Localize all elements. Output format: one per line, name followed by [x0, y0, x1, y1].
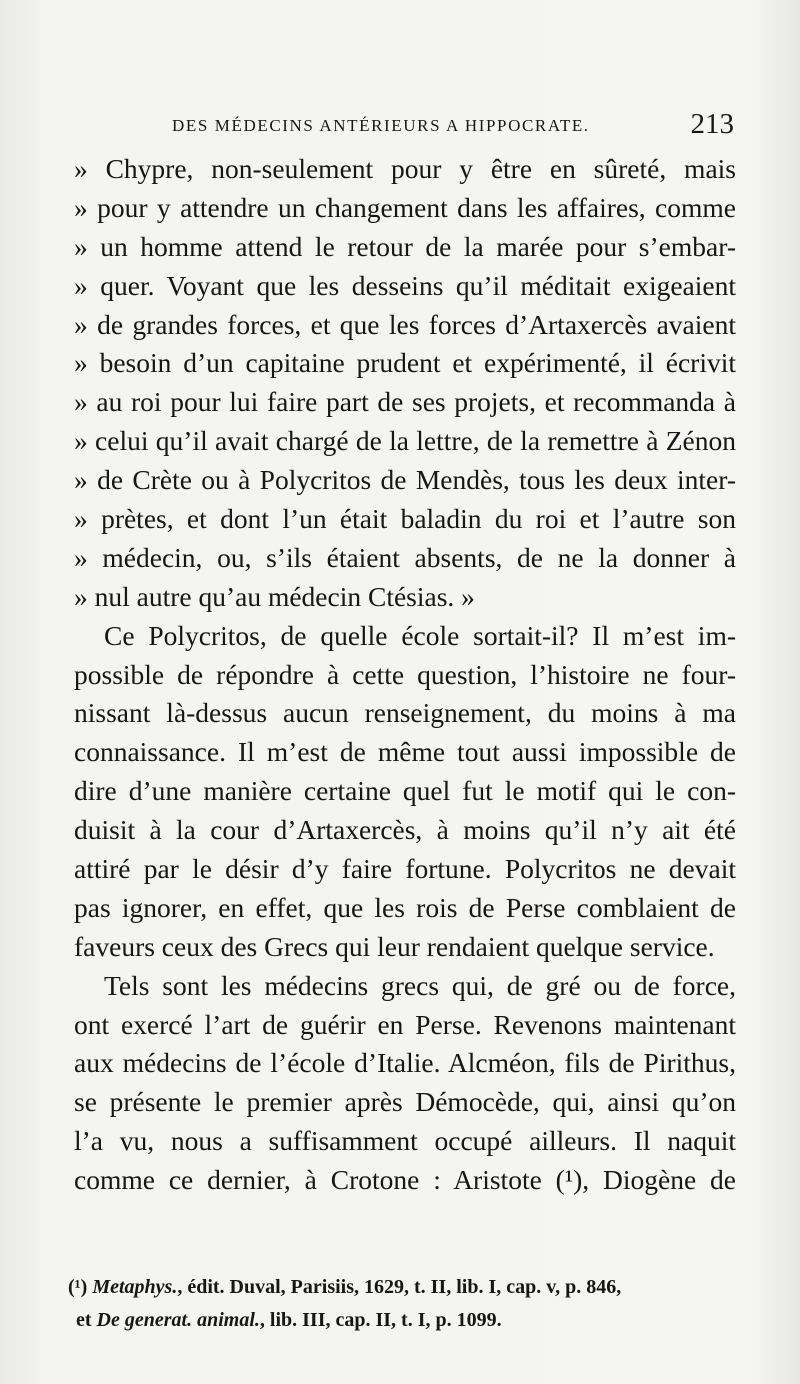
text-line: se présente le premier après Démocède, qui, ainsi qu’on [74, 1086, 736, 1118]
footnote-text: , lib. III, cap. II, t. I, p. 1099. [259, 1309, 502, 1331]
running-head [130, 108, 740, 148]
text-line: connaissance. Il m’est de même tout aussi impossible de [74, 736, 736, 768]
footnotes [68, 1271, 738, 1337]
text-line: » de grandes forces, et que les forces d’Artaxercès avaient [74, 308, 736, 340]
footnote-text: , édit. Duval, Parisiis, 1629, t. II, lib. I, cap. v, p. 846, [177, 1276, 622, 1298]
text-line: possible de répondre à cette question, l’histoire ne four- [74, 658, 736, 690]
text-line: faveurs ceux des Grecs qui leur rendaient quelque service. [74, 930, 715, 962]
running-head-title: DES MÉDECINS ANTÉRIEURS A HIPPOCRATE. [172, 116, 590, 135]
text-line: dire d’une manière certaine quel fut le motif qui le con- [74, 775, 736, 807]
text-line: ont exercé l’art de guérir en Perse. Revenons maintenant [74, 1008, 736, 1040]
text-line: pas ignorer, en effet, que les rois de Perse comblaient de [74, 891, 736, 923]
page-number: 213 [690, 108, 734, 140]
paragraph-first-line: Ce Polycritos, de quelle école sortait-il? Il m’est im- [104, 619, 736, 651]
text-line: duisit à la cour d’Artaxercès, à moins qu’il n’y ait été [74, 814, 736, 846]
text-line: » besoin d’un capitaine prudent et expérimenté, il écrivit [74, 347, 736, 379]
footnote-line [68, 1304, 738, 1337]
footnote-title: De generat. animal. [96, 1309, 260, 1331]
body-text [74, 150, 736, 1200]
footnote-line [68, 1271, 738, 1304]
paragraph-first-line: Tels sont les médecins grecs qui, de gré ou de force, [104, 969, 736, 1001]
text-line: » de Crète ou à Polycritos de Mendès, tous les deux inter- [74, 464, 736, 496]
text-line: » prètes, et dont l’un était baladin du roi et l’autre son [74, 503, 736, 535]
text-line: » au roi pour lui faire part de ses projets, et recommanda à [74, 386, 736, 418]
text-line: aux médecins de l’école d’Italie. Alcméon, fils de Pirithus, [74, 1047, 736, 1079]
text-line: » un homme attend le retour de la marée pour s’embar- [74, 230, 736, 262]
text-line: » nul autre qu’au médecin Ctésias. » [74, 580, 475, 612]
text-line: » pour y attendre un changement dans les affaires, comme [74, 191, 736, 223]
text-line: » Chypre, non-seulement pour y être en sûreté, mais [74, 153, 736, 184]
footnote-title: Metaphys. [92, 1276, 178, 1298]
text-line: l’a vu, nous a suffisamment occupé ailleurs. Il naquit [74, 1125, 736, 1157]
text-line: » médecin, ou, s’ils étaient absents, de ne la donner à [74, 541, 736, 573]
text-line: » celui qu’il avait chargé de la lettre, de la remettre à Zénon [74, 425, 736, 457]
text-line: comme ce dernier, à Crotone : Aristote (¹), Diogène de [74, 1164, 736, 1196]
footnote-text: et [76, 1309, 92, 1331]
text-line: nissant là-dessus aucun renseignement, du moins à ma [74, 697, 736, 729]
text-line: attiré par le désir d’y faire fortune. Polycritos ne devait [74, 853, 736, 885]
footnote-marker: (¹) [68, 1276, 88, 1298]
text-line: » quer. Voyant que les desseins qu’il méditait exigeaient [74, 269, 736, 301]
